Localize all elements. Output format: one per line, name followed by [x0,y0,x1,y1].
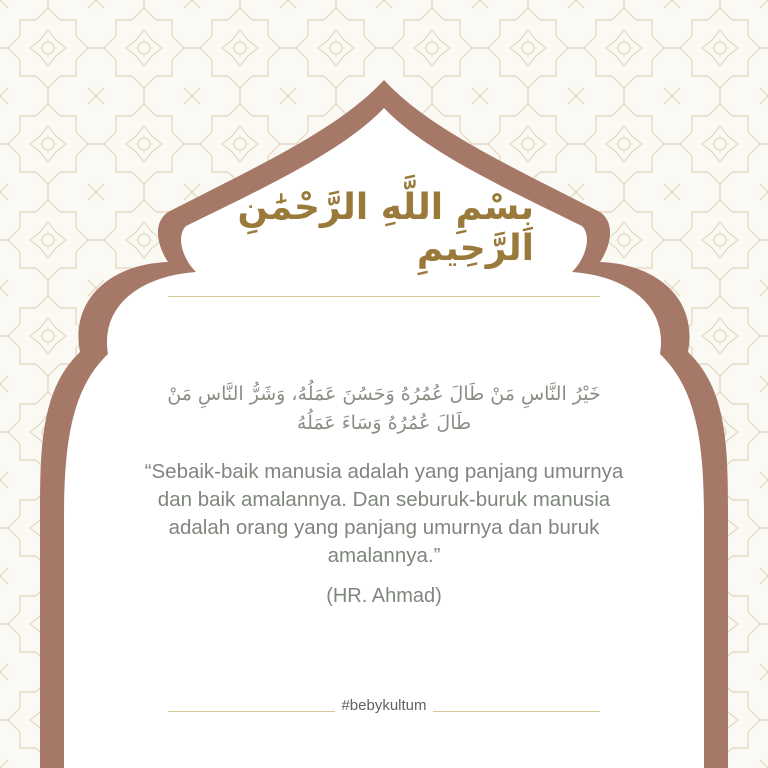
hashtag-label: #bebykultum [341,696,427,714]
hadith-arabic-text: خَيْرُ النَّاسِ مَنْ طَالَ عُمُرُهُ وَحَسُنَ عَمَلُهُ، وَشَرُّ النَّاسِ مَنْ طَالَ عُمُرُهُ وَسَاءَ عَمَلُهُ [167,383,601,434]
top-divider [168,296,600,297]
hadith-source: (HR. Ahmad) [326,585,442,607]
footer-hashtag-row [168,693,600,717]
hadith-translation: “Sebaik-baik manusia adalah yang panjang umurnya dan baik amalannya. Dan seburuk-buruk manusia adalah orang yang panjang umurnya dan buruk amalannya.” [144,460,624,567]
footer-divider-right [433,711,600,712]
footer-divider-left [168,711,335,712]
basmala-calligraphy: بِسْمِ اللَّهِ الرَّحْمَٰنِ الرَّحِيمِ [237,187,534,269]
